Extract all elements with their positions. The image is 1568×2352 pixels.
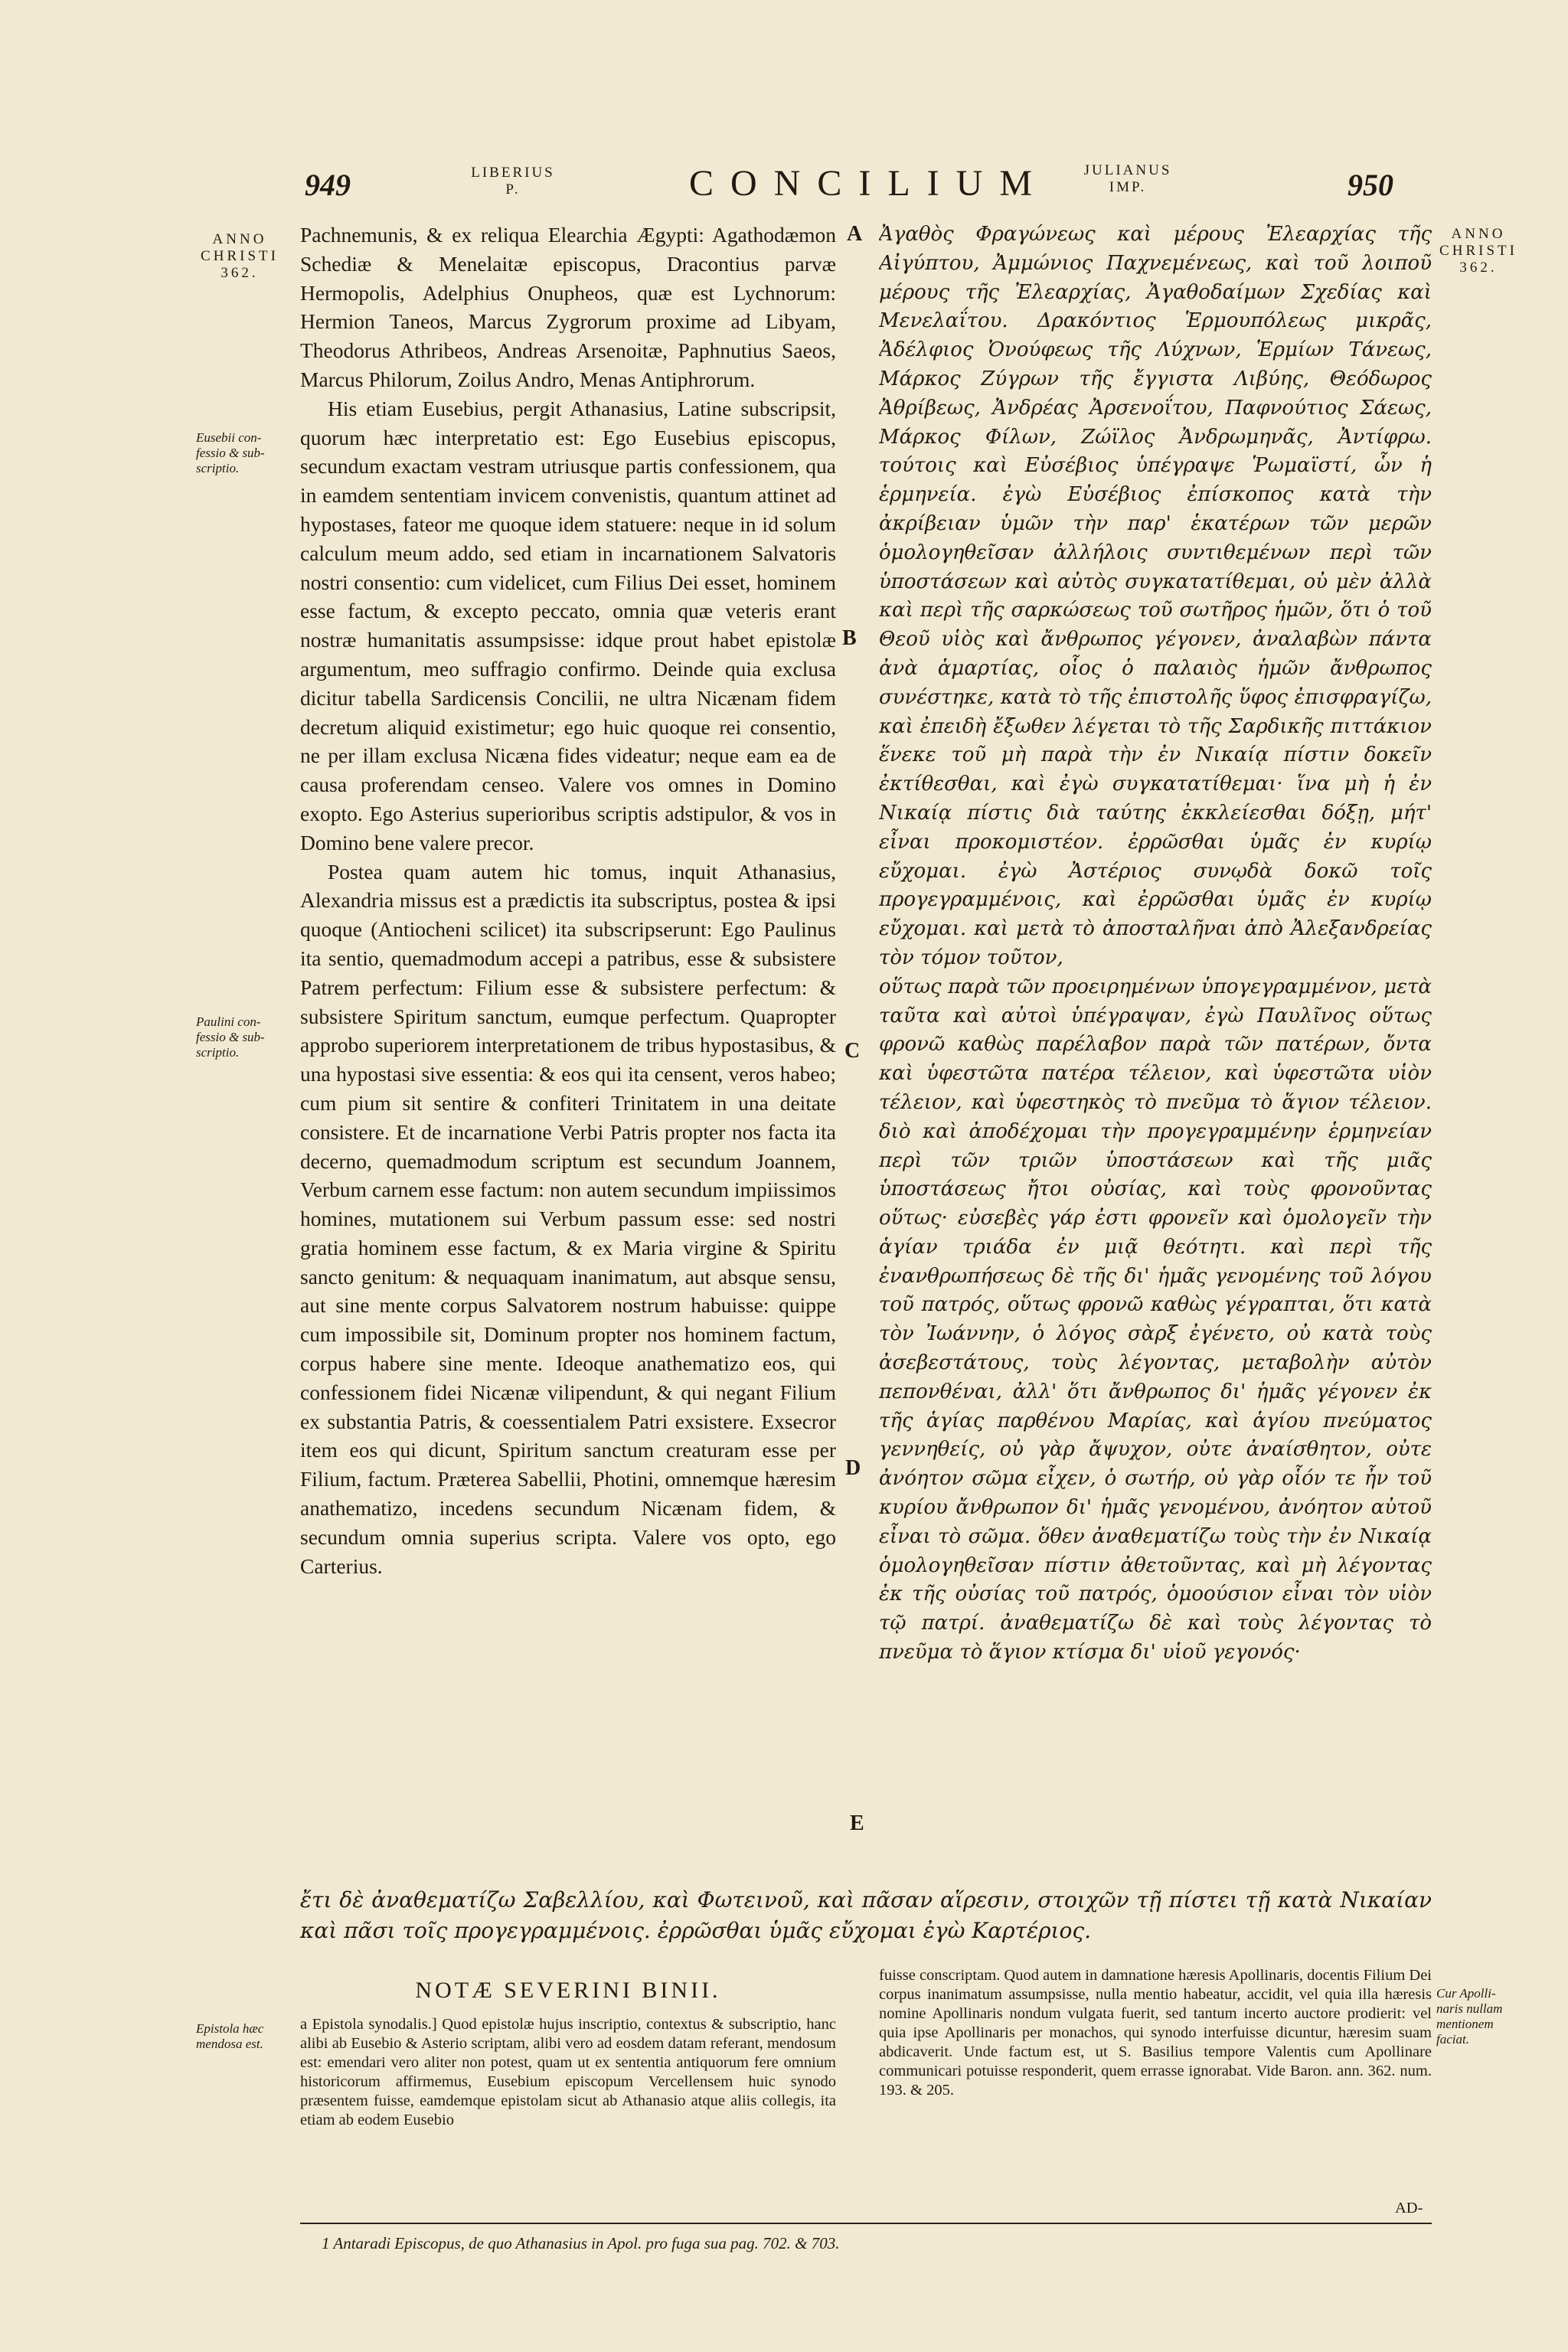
section-letter-c: C (844, 1039, 861, 1063)
page-number-left: 949 (305, 168, 351, 202)
margin-note-paulini: Paulini con- fessio & sub- scriptio. (196, 1014, 265, 1060)
latin-paragraph: Postea quam autem hic tomus, inquit Athanasius, Alexandria missus est a prædictis ita subscriptus, postea & ipsi quoque (Antiocheni scilicet) ita subscripserunt: Ego Paulinus ita sentio, quemadmodum accepi a patribus, esse & subsistere Patrem perfectum: Filium esse & subsistere perfectum: & subsistere Spiritum sanctum, eumque perfectum. Quapropter approbo superiorem interpretationem de tribus hypostasibus, & una hypostasi sive essentia: & eos qui ita censent, veros habeo; cum pium sit sentire & confiteri Trinitatem in una deitate consistere. Et de incarnatione Verbi Patris propter nos facta ita decerno, quemadmodum scriptum est secundum Joannem, Verbum carnem esse factum: non autem secundum impiissimos homines, mutationem sui Verbum passum esse: sed nostri gratia hominem esse factum, & ex Maria virgine & Spiritu sancto genitum: & nequaquam inanimatum, aut absque sensu, aut sine mente corpus Salvatorem nostrum habuisse: quippe cum impossibile sit, Dominum propter nos hominem factum, corpus habere sine mente. Ideoque anathematizo eos, qui confessionem fidei Nicænæ vilipendunt, & qui negant Filium ex substantia Patris, & coessentialem Patri exsistere. Exsecror item eos qui dicunt, Spiritum sanctum creaturam esse per Filium, factum. Præterea Sabellii, Photini, omnemque hæresim anathematizo, incedens secundum Nicænam fidem, & secundum omnia superius scripta. Valere vos opto, ego Carterius. (300, 859, 836, 1578)
margin-note-apollinaris: Cur Apolli- naris nullam mentionem faciat. (1436, 1986, 1503, 2047)
greek-paragraph: Ἀγαθὸς Φραγώνεως καὶ μέρους Ἐλεαρχίας τῆς Αἰγύπτου, Ἀμμώνιος Παχνεμένεως, καὶ τοῦ λοιποῦ μέρους τῆς Ἐλεαρχίας, Ἀγαθοδαίμων Σχεδίας καὶ Μενελαΐτου. Δρακόντιος Ἑρμουπόλεως μικρᾶς, Ἀδέλφιος Ὀνούφεως τῆς Λύχνων, Ἑρμίων Τάνεως, Μάρκος Ζύγρων τῆς ἔγγιστα Λιβύης, Θεόδωρος Ἀθρίβεως, Ἀνδρέας Ἀρσενοΐτου, Παφνούτιος Σάεως, Μάρκος Φίλων, Ζώϊλος Ἀνδρωμηνᾶς, Ἀντίφρω. τούτοις καὶ Εὐσέβιος ὑπέγραψε Ῥωμαϊστί, ὧν ἡ ἑρμηνεία. ἐγὼ Εὐσέβιος ἐπίσκοπος κατὰ τὴν ἀκρίβειαν ὑμῶν τὴν παρ' ἑκατέρων τῶν μερῶν ὁμολογηθεῖσαν ἀλλήλοις συντιθεμένων περὶ τῶν ὑποστάσεων καὶ αὐτὸς συγκατατίθεμαι, οὐ μὲν ἀλλὰ καὶ περὶ τῆς σαρκώσεως τοῦ σωτῆρος ἡμῶν, ὅτι ὁ τοῦ Θεοῦ υἱὸς καὶ ἄνθρωπος γέγονεν, ἀναλαβὼν πάντα ἀνὰ ἁμαρτίας, οἷος ὁ παλαιὸς ἡμῶν ἄνθρωπος συνέστηκε, κατὰ τὸ τῆς ἐπιστολῆς ὕφος ἐπισφραγίζω, καὶ ἐπειδὴ ἔξωθεν λέγεται τὸ τῆς Σαρδικῆς πιττάκιον ἕνεκε τοῦ μὴ παρὰ τὴν ἐν Νικαίᾳ πίστιν δοκεῖν ἐκτίθεσθαι, καὶ ἐγὼ συγκατατίθεμαι· ἵνα μὴ ἡ ἐν Νικαίᾳ πίστις διὰ ταύτης ἐκκλείεσθαι δόξῃ, μήτ' εἶναι προκομιστέον. ἐρρῶσθαι ὑμᾶς ἐν κυρίῳ εὔχομαι. ἐγὼ Ἀστέριος συνῳδὰ δοκῶ τοῖς προγεγραμμένοις, καὶ ἐρρῶσθαι ὑμᾶς ἐν κυρίῳ εὔχομαι. καὶ μετὰ τὸ ἀποσταλῆναι ἀπὸ Ἀλεξανδρείας τὸν τόμον τοῦτον, (879, 223, 1432, 969)
latin-column (300, 220, 836, 1867)
section-letter-d: D (845, 1456, 861, 1480)
footnote-rule (300, 2223, 1432, 2224)
notes-left-column: a Epistola synodalis.] Quod epistolæ hujus inscriptio, contextus & subscriptio, hanc alibi ab Eusebio & Asterio scriptam, alibi vero ad eosdem datam referant, mendosum est: emendari vero aliter non potest, quam ut ex sententia antiquorum fere omnium historicorum affirmemus, Eusebium episcopum Vercellensem huic synodo præsentem fuisse, eamdemque epistolam sicut ab Athanasio atque aliis collegis, ita etiam ab eodem Eusebio (300, 2016, 836, 2128)
latin-paragraph: Pachnemunis, & ex reliqua Elearchia Ægypti: Agathodæmon Schediæ & Menelaitæ episcopus, Dracontius parvæ Hermopolis, Adelphius Onupheos, quæ est Lychnorum: Hermion Taneos, Marcus Zygrorum proxime ad Libyam, Theodorus Athribeos, Andreas Arsenoitæ, Paphnutius Saeos, Marcus Philorum, Zoilus Andro, Menas Antiphrorum. (300, 223, 836, 391)
margin-year-right: ANNO CHRISTI 362. (1439, 226, 1517, 276)
greek-full-width: ἔτι δὲ ἀναθεματίζω Σαβελλίου, καὶ Φωτεινοῦ, καὶ πᾶσαν αἵρεσιν, στοιχῶν τῇ πίστει τῇ κατὰ Νικαίαν καὶ πᾶσι τοῖς προγεγραμμένοις. ἐρρῶσθαι ὑμᾶς εὔχομαι ἐγὼ Καρτέριος. (300, 1887, 1432, 1943)
footnote: 1 Antaradi Episcopus, de quo Athanasius in Apol. pro fuga sua pag. 702. & 703. (322, 2234, 840, 2252)
margin-note-epistola: Epistola hæc mendosa est. (196, 2021, 264, 2051)
notes-title: NOTÆ SEVERINI BINII. (415, 1978, 721, 2003)
section-letter-a: A (847, 222, 863, 246)
notes-right-column: fuisse conscriptam. Quod autem in damnatione hæresis Apollinaris, docentis Filium Dei corpus inanimatum assumpsisse, nulla mentio habeatur, accidit, vel quia illa hæresis nomine Apollinaris nondum vulgata fuerit, sed tantum incerto auctore prodierit: vel quia ipse Apollinaris per monachos, qui synodo interfuisse dicuntur, hæresim suam abdicaverit. Unde factum est, ut S. Basilius tempore Valentis cum Apollinare communicari potuisse responderit, quem errasse ignorabat. Vide Baron. ann. 362. num. 193. & 205. (879, 1967, 1432, 2099)
section-letter-b: B (842, 626, 857, 650)
running-head-right: JULIANUS IMP. (1083, 162, 1172, 195)
latin-paragraph: His etiam Eusebius, pergit Athanasius, Latine subscripsit, quorum hæc interpretatio est: Ego Eusebius episcopus, secundum exactam vestram utriusque partis confessionem, qua in eamdem sententiam invicem convenistis, quantum attinet ad hypostases, fateor me quoque idem statuere: neque in id solum calculum meum addo, sed etiam in incarnationem Salvatoris nostri consentio: cum videlicet, cum Filius Dei esset, hominem esse factum, & excepto peccato, omnia quæ veteris erant nostræ humanitatis assumpsisse: idque prout habet epistolæ argumentum, meo suffragio confirmo. Deinde quia exclusa dicitur tabella Sardicensis Concilii, ne ultra Nicænam fidem decretum aliquid existimetur; ego huic quoque rei consentio, ne per illam exclusa Nicæna fides videatur; neque eam ea de causa proferendam censeo. Valere vos omnes in Domino exopto. Ego Asterius superioribus scriptis adstipulor, & vos in Domino bene valere precor. (300, 396, 836, 854)
greek-column (879, 220, 1432, 1859)
section-letter-e: E (850, 1811, 864, 1835)
greek-paragraph: οὕτως παρὰ τῶν προειρημένων ὑπογεγραμμένον, μετὰ ταῦτα καὶ αὐτοὶ ὑπέγραψαν, ἐγὼ Παυλῖνος οὕτως φρονῶ καθὼς παρέλαβον παρὰ τῶν πατέρων, ὄντα καὶ ὑφεστῶτα πατέρα τέλειον, καὶ ὑφεστῶτα υἱὸν τέλειον, καὶ ὑφεστηκὸς τὸ πνεῦμα τὸ ἅγιον τέλειον. διὸ καὶ ἀποδέχομαι τὴν προγεγραμμένην ἑρμηνείαν περὶ τῶν τριῶν ὑποστάσεων καὶ τῆς μιᾶς ὑποστάσεως ἤτοι οὐσίας, καὶ τοὺς φρονοῦντας οὕτως· εὐσεβὲς γάρ ἐστι φρονεῖν καὶ ὁμολογεῖν τὴν ἁγίαν τριάδα ἐν μιᾷ θεότητι. καὶ περὶ τῆς ἐνανθρωπήσεως δὲ τῆς δι' ἡμᾶς γενομένης τοῦ λόγου τοῦ πατρός, οὕτως φρονῶ καθὼς γέγραπται, ὅτι κατὰ τὸν Ἰωάννην, ὁ λόγος σὰρξ ἐγένετο, οὐ κατὰ τοὺς ἀσεβεστάτους, τοὺς λέγοντας, μεταβολὴν αὐτὸν πεπονθέναι, ἀλλ' ὅτι ἄνθρωπος δι' ἡμᾶς γέγονεν ἐκ τῆς ἁγίας παρθένου Μαρίας, καὶ ἁγίου πνεύματος γεννηθείς, οὐ γὰρ ἄψυχον, οὐτε ἀναίσθητον, οὐτε ἀνόητον σῶμα εἶχεν, ὁ σωτήρ, οὐ γὰρ οἷόν τε ἦν τοῦ κυρίου ἄνθρωπον δι' ἡμᾶς γενομένου, ἀνόητον αὐτοῦ εἶναι τὸ σῶμα. ὅθεν ἀναθεματίζω τοὺς τὴν ἐν Νικαίᾳ ὁμολογηθεῖσαν πίστιν ἀθετοῦντας, καὶ μὴ λέγοντας ἐκ τῆς οὐσίας τοῦ πατρός, ὁμοούσιον εἶναι τὸν υἱὸν τῷ πατρί. ἀναθεματίζω δὲ καὶ τοὺς λέγοντας τὸ πνεῦμα τὸ ἅγιον κτίσμα δι' υἱοῦ γεγονός· (879, 975, 1432, 1664)
catchword: AD- (1395, 2200, 1423, 2216)
margin-year-left: ANNO CHRISTI 362. (201, 231, 279, 281)
margin-note-eusebii: Eusebii con- fessio & sub- scriptio. (196, 430, 265, 475)
running-head-left: LIBERIUS P. (471, 165, 555, 198)
page-number-right: 950 (1348, 168, 1393, 202)
page-title: CONCILIUM (689, 163, 1049, 204)
